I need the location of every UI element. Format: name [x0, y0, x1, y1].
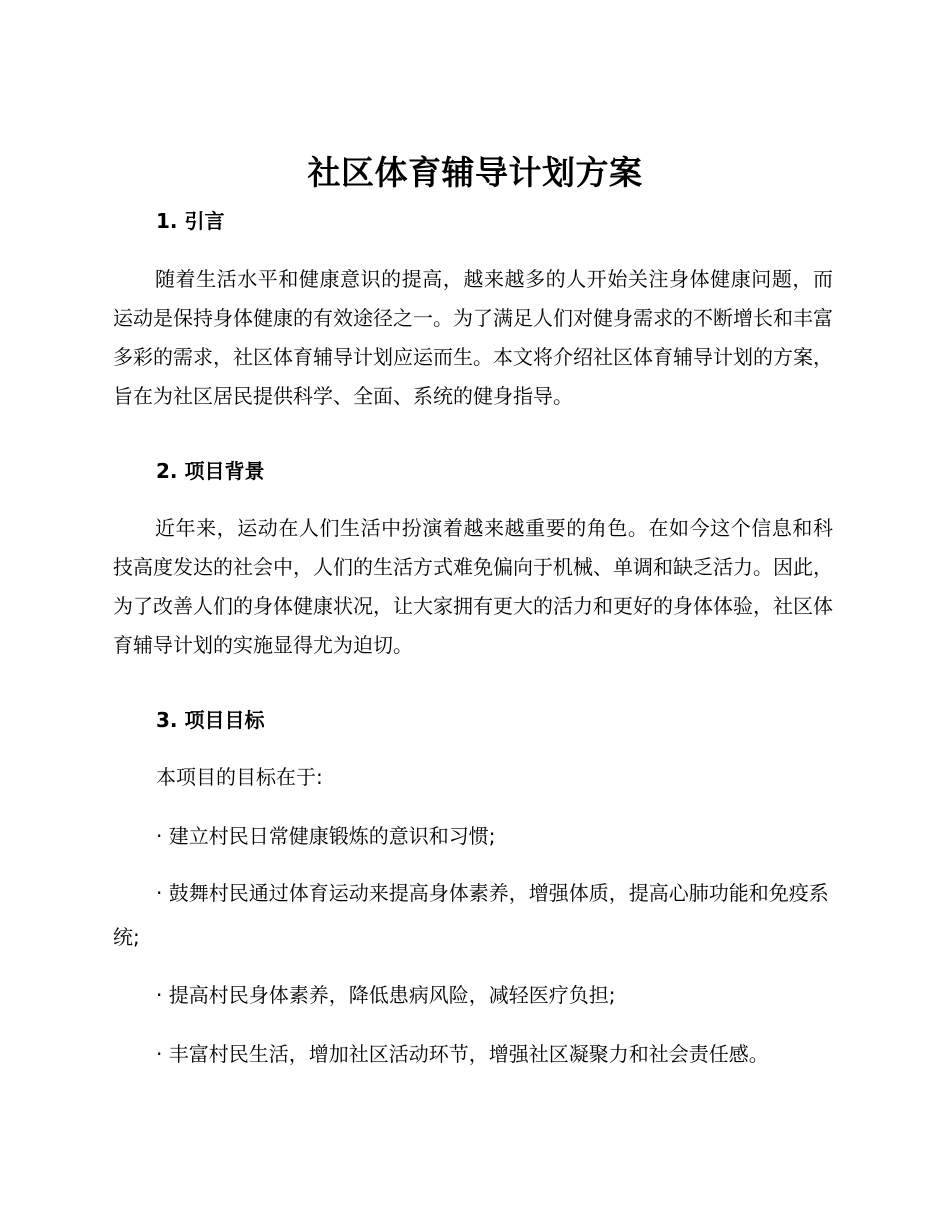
section-heading-background: 2. 项目背景	[156, 459, 265, 483]
section-heading-introduction: 1. 引言	[156, 209, 225, 233]
section-paragraph-background: 近年来，运动在人们生活中扮演着越来越重要的角色。在如今这个信息和科技高度发达的社会中，人们的生活方式难免偏向于机械、单调和缺乏活力。因此，为了改善人们的身体健康状况，让大家拥有更大的活力和更好的身体体验，社区体育辅导计划的实施显得尤为迫切。	[113, 516, 833, 657]
section-heading-goals: 3. 项目目标	[156, 708, 265, 732]
document-title: 社区体育辅导计划方案	[307, 153, 643, 192]
goal-bullet: · 丰富村民生活，增加社区活动环节，增强社区凝聚力和社会责任感。	[156, 1042, 769, 1066]
goal-bullet: · 建立村民日常健康锻炼的意识和习惯;	[156, 824, 496, 848]
goal-bullet: · 鼓舞村民通过体育运动来提高身体素养，增强体质，提高心肺功能和免疫系统;	[113, 881, 829, 949]
goal-bullet: · 提高村民身体素养，降低患病风险，减轻医疗负担;	[156, 983, 616, 1007]
goals-intro: 本项目的目标在于:	[156, 765, 323, 789]
section-paragraph-introduction: 随着生活水平和健康意识的提高，越来越多的人开始关注身体健康问题，而运动是保持身体健康的有效途径之一。为了满足人们对健身需求的不断增长和丰富多彩的需求，社区体育辅导计划应运而生。本文将介绍社区体育辅导计划的方案，旨在为社区居民提供科学、全面、系统的健身指导。	[113, 267, 833, 408]
